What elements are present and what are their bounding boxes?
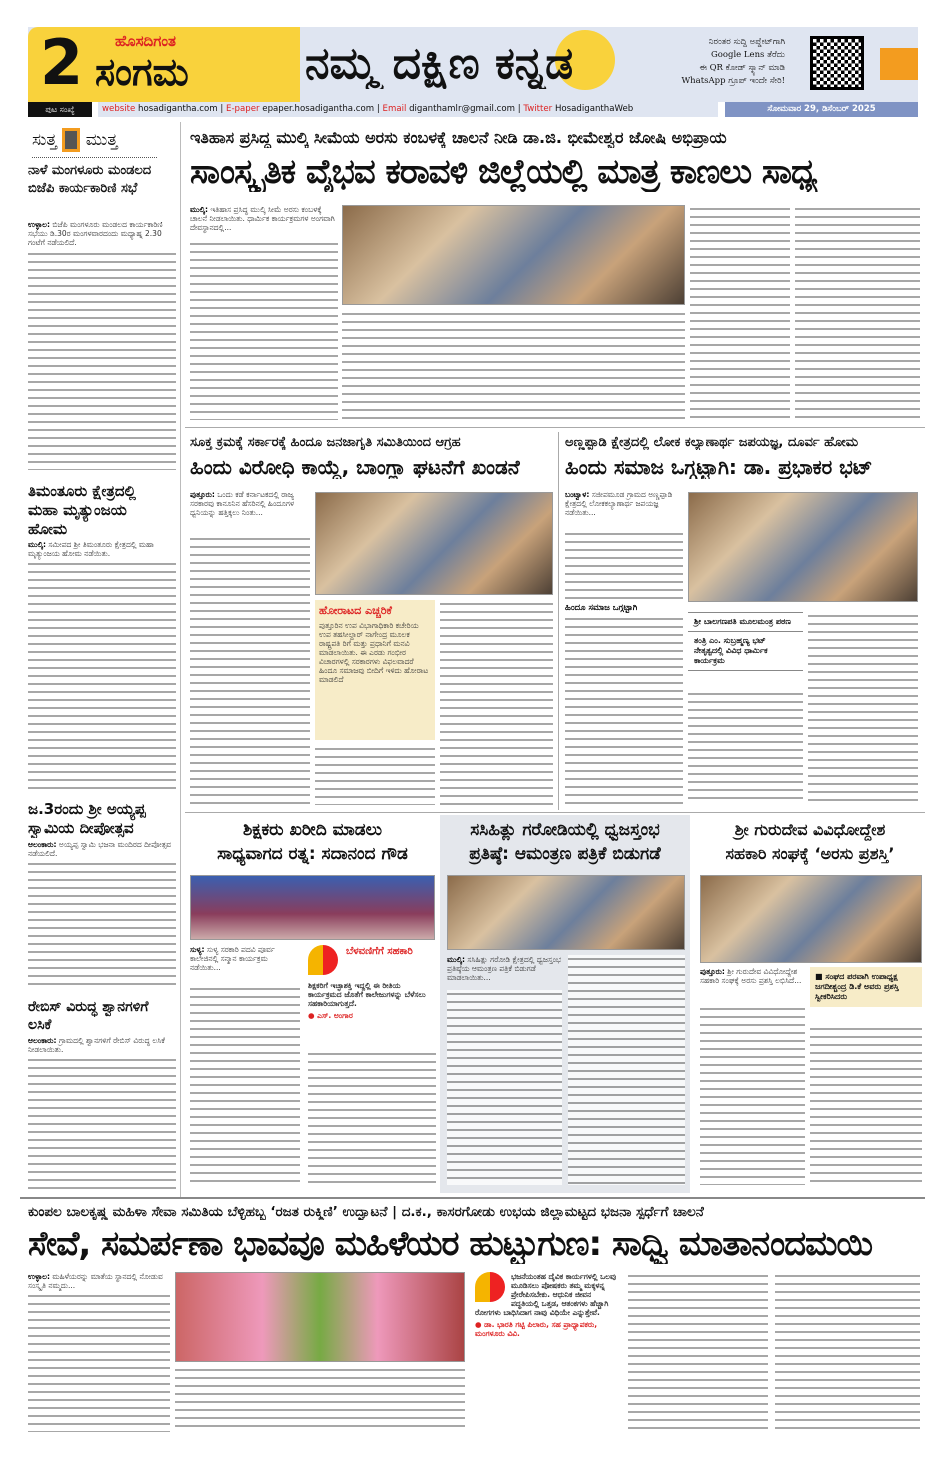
sidebar-body xyxy=(28,840,176,858)
section-title: ಸಂಗಮ xyxy=(95,50,189,94)
contact-links: website hosadigantha.com | E-paper epaper.hosadigantha.com | Email diganthamlr@gmail.com | Twitter HosadiganthaWeb xyxy=(98,102,718,117)
quote-icon xyxy=(308,945,338,975)
link-label: Email xyxy=(382,104,407,114)
lead-text: ಸಸಿಹಿತ್ಲು ಗರೋಡಿ ಕ್ಷೇತ್ರದಲ್ಲಿ ಧ್ವಜಸ್ತಂಭ ಪ್ರತಿಷ್ಠೆಯ ಆಮಂತ್ರಣ ಪತ್ರಿಕೆ ಬಿಡುಗಡೆ ಮಾಡಲಾಯಿತು... xyxy=(447,955,562,982)
logo-left-text: ಸುತ್ತ xyxy=(32,130,57,150)
quote-icon xyxy=(475,1272,505,1302)
story-text-lines xyxy=(700,1005,805,1185)
quote-author: ● ಡಾ. ಭಾರತಿ ಗಟ್ಟಿ ಪಿಲಾರು, ಸಹ ಪ್ರಾಧ್ಯಾಪಕರು, ಮಂಗಳೂರು ವಿವಿ. xyxy=(475,1320,598,1338)
sidebar-text-lines xyxy=(28,560,176,790)
sidebar-text-lines xyxy=(28,860,176,990)
quote-box xyxy=(308,945,436,1020)
lead-text: ಇತಿಹಾಸ ಪ್ರಸಿದ್ಧ ಮುಲ್ಕಿ ಸೀಮೆ ಅರಸು ಕಂಬಳಕ್ಕೆ ಚಾಲನೆ ನೀಡಲಾಯಿತು. ಧಾರ್ಮಿಕ ಕಾರ್ಯಕ್ರಮಗಳ ಅಂಗವಾಗಿ ದೇವಸ್ಥಾನದಲ್ಲಿ... xyxy=(190,205,335,232)
story-body xyxy=(190,490,310,517)
issue-date: ಸೋಮವಾರ 29, ಡಿಸೆಂಬರ್ 2025 xyxy=(725,102,918,117)
story-headline[interactable]: ಹಿಂದು ವಿರೋಧಿ ಕಾಯ್ದೆ, ಬಾಂಗ್ಲಾ ಘಟನೆಗೆ ಖಂಡನೆ xyxy=(190,455,520,479)
sidebar-headline[interactable]: ತಿಮಂತೂರು ಕ್ಷೇತ್ರದಲ್ಲಿ ಮಹಾ ಮೃತ್ಯುಂಜಯ ಹೋಮ xyxy=(28,482,136,538)
door-icon xyxy=(62,128,80,152)
lead-body xyxy=(190,205,338,232)
story-text-lines xyxy=(175,1366,465,1432)
bottom-kicker: ಕುಂಪಲ ಬಾಲಕೃಷ್ಣ ಮಹಿಳಾ ಸೇವಾ ಸಮಿತಿಯ ಬೆಳ್ಳಿಹಬ್ಬ ‘ರಜತ ರುಕ್ಮಿಣಿ’ ಉದ್ಘಾಟನೆ | ದ.ಕ., ಕಾಸರಗೋಡು ಉಭಯ ಜಿಲ್ಲಾಮಟ್ಟದ ಭಜನಾ ಸ್ಪರ್ಧೆಗೆ ಚಾಲನೆ xyxy=(28,1204,704,1220)
dateline: ಆಲಂಕಾರು: xyxy=(28,1036,57,1045)
story-body xyxy=(190,945,300,972)
qr-text-line: ನಿರಂತರ ಸುದ್ದಿ ಅಪ್ಡೇಟ್‌ಗಾಗಿ xyxy=(708,37,785,47)
dateline: ಬಂಟ್ವಾಳ: xyxy=(565,490,590,499)
qr-text-line: WhatsApp ಗ್ರೂಪ್ ಇಂದೇ ಸೇರಿ! xyxy=(681,76,785,86)
story-text-lines xyxy=(190,535,310,805)
headline-line: ಶ್ರೀ ಗುರುದೇವ ವಿವಿಧೋದ್ದೇಶ xyxy=(734,820,886,839)
quote-title: ಬೆಳವಣಿಗೆಗೆ ಸಹಕಾರಿ xyxy=(346,946,413,957)
lead-text: ಬಿಜೆಪಿ ಮಂಗಳೂರು ಮಂಡಲದ ಕಾರ್ಯಕಾರಿಣಿ ಸಭೆಯು ಡಿ.30ರ ಮಂಗಳವಾರದಂದು ಮಧ್ಯಾಹ್ನ 2.30 ಗಂಟೆಗೆ ನಡೆಯಲಿದೆ. xyxy=(28,220,163,247)
box-title: ಹೋರಾಟದ ಎಚ್ಚರಿಕೆ xyxy=(319,604,392,617)
author-name: ಡಾ. ಭಾರತಿ ಗಟ್ಟಿ ಪಿಲಾರು, ಸಹ ಪ್ರಾಧ್ಯಾಪಕರು, ಮಂಗಳೂರು ವಿವಿ. xyxy=(475,1320,598,1338)
lead-text: ಮಹಿಳೆಯರನ್ನು ಮಾತೆಯ ಸ್ಥಾನದಲ್ಲಿ ನೋಡುವ ಸಂಸ್ಕೃತಿ ನಮ್ಮದು... xyxy=(28,1272,163,1290)
story-headline[interactable] xyxy=(190,818,435,866)
story-body xyxy=(447,955,562,982)
lead-text: ಒಂದು ಕಡೆ ಕರ್ನಾಟಕದಲ್ಲಿ ರಾಜ್ಯ ಸರಕಾರವು ಕಾನೂನಿನ ಹೆಸರಿನಲ್ಲಿ ಹಿಂದೂಗಳ ಧ್ವನಿಯನ್ನು ಹತ್ತಿಕ್ಕಲು ನಿಂತು... xyxy=(190,490,295,517)
qr-text-line: ಈ QR ಕೋಡ್ ಸ್ಕ್ಯಾನ್ ಮಾಡಿ xyxy=(699,63,785,73)
author-name: ಎಸ್. ಅಂಗಾರ xyxy=(317,1011,353,1020)
lead-text: ಅಯ್ಯಪ್ಪ ಸ್ವಾಮಿ ಭಜನಾ ಮಂದಿರದ ದೀಪೋತ್ಸವ ನಡೆಯಲಿದೆ. xyxy=(28,840,172,858)
story-kicker: ಸೂಕ್ತ ಕ್ರಮಕ್ಕೆ ಸರ್ಕಾರಕ್ಕೆ ಹಿಂದೂ ಜನಜಾಗೃತಿ ಸಮಿತಿಯಿಂದ ಆಗ್ರಹ xyxy=(190,435,461,450)
dateline: ಆಲಂಕಾರು: xyxy=(28,840,57,849)
headline-line: ಸಹಕಾರಿ ಸಂಘಕ್ಕೆ ‘ಅರಸು ಪ್ರಶಸ್ತಿ’ xyxy=(725,844,895,863)
edition-title: ನಮ್ಮ ದಕ್ಷಿಣ ಕನ್ನಡ xyxy=(305,38,574,89)
qr-instructions xyxy=(660,36,785,88)
highlight-item: ತಂತ್ರಿ ಎಂ. ಸುಬ್ರಹ್ಮಣ್ಯ ಭಟ್ ನೇತೃತ್ವದಲ್ಲಿ ವಿವಿಧ ಧಾರ್ಮಿಕ ಕಾರ್ಯಕ್ರಮ xyxy=(688,632,803,671)
dateline: ಮುಲ್ಕಿ: xyxy=(447,955,466,964)
lead-text: ಶ್ರೀ ಗುರುದೇವ ವಿವಿಧೋದ್ದೇಶ ಸಹಕಾರಿ ಸಂಘಕ್ಕೆ ಅರಸು ಪ್ರಶಸ್ತಿ ಲಭಿಸಿದೆ... xyxy=(700,967,802,985)
story-text-lines xyxy=(565,530,683,600)
epaper-link[interactable]: epaper.hosadigantha.com xyxy=(262,104,375,114)
lead-text: ಸುಳ್ಯ ಸರಕಾರಿ ಪದವಿ ಪೂರ್ವ ಕಾಲೇಜಿನಲ್ಲಿ ಸನ್ಮಾನ ಕಾರ್ಯಕ್ರಮ ನಡೆಯಿತು... xyxy=(190,945,275,972)
story-photo[interactable] xyxy=(190,875,435,940)
story-body xyxy=(700,967,805,985)
headline-line: ಸಸಿಹಿತ್ಲು ಗರೋಡಿಯಲ್ಲಿ ಧ್ವಜಸ್ತಂಭ xyxy=(470,820,660,840)
lead-text: ಗ್ರಾಮದಲ್ಲಿ ಶ್ವಾನಗಳಿಗೆ ರೇಬಿಸ್ ವಿರುದ್ಧ ಲಸಿಕೆ ನೀಡಲಾಯಿತು. xyxy=(28,1036,165,1054)
bottom-quote xyxy=(475,1272,620,1338)
page-label: ಪುಟ ಸಂಖ್ಯೆ xyxy=(28,102,92,117)
award-box: ■ ಸಂಘದ ಪರವಾಗಿ ಉಪಾಧ್ಯಕ್ಷ ಜಗದೀಶ್ಚಂದ್ರ ಡಿ.ಕೆ ಅವರು ಪ್ರಶಸ್ತಿ ಸ್ವೀಕರಿಸಿದರು xyxy=(810,967,922,1007)
lead-text: ಸಜೀಪಮೂಡ ಗ್ರಾಮದ ಅಣ್ಣಪ್ಪಾಡಿ ಕ್ಷೇತ್ರದಲ್ಲಿ ಲೋಕಕಲ್ಯಾಣಾರ್ಥ ಜಪಯಜ್ಞ ನಡೆಯಿತು... xyxy=(565,490,673,517)
page-number: 2 xyxy=(40,28,84,98)
dateline: ಪುತ್ತೂರು: xyxy=(190,490,215,499)
story-text-lines xyxy=(688,690,803,805)
dateline: ಉಳ್ಳಾಲ: xyxy=(28,1272,50,1281)
lead-text-lines xyxy=(690,205,790,420)
story-text-lines xyxy=(628,1272,768,1432)
story-kicker: ಅಣ್ಣಪ್ಪಾಡಿ ಕ್ಷೇತ್ರದಲ್ಲಿ ಲೋಕ ಕಲ್ಯಾಣಾರ್ಥ ಜಪಯಜ್ಞ, ದೂರ್ವ ಹೋಮ xyxy=(565,435,859,450)
sidebar-text-lines xyxy=(28,1056,176,1191)
headline-line: ಶಿಕ್ಷಕರು ಖರೀದಿ ಮಾಡಲು xyxy=(242,820,383,840)
qr-text-line: Google Lens ತೆರೆದು xyxy=(710,50,785,60)
story-body xyxy=(565,490,683,517)
story-text-lines xyxy=(190,985,300,1185)
story-text-lines xyxy=(810,1025,922,1185)
link-label: website xyxy=(102,104,136,114)
orange-tab xyxy=(880,48,918,80)
dateline: ಮುಲ್ಕಿ: xyxy=(28,540,47,549)
headline-line: ಪ್ರತಿಷ್ಠೆ: ಆಮಂತ್ರಣ ಪತ್ರಿಕೆ ಬಿಡುಗಡೆ xyxy=(469,844,661,864)
lead-photo[interactable] xyxy=(342,205,685,305)
email-link[interactable]: diganthamlr@gmail.com xyxy=(409,104,516,114)
lead-text-lines xyxy=(190,240,338,420)
story-subhead: ಹಿಂದೂ ಸಮಾಜ ಒಗ್ಗಟ್ಟಾಗಿ xyxy=(565,603,638,613)
dateline: ಮುಲ್ಕಿ: xyxy=(190,205,209,214)
story-text-lines xyxy=(565,615,683,805)
lead-text-lines xyxy=(795,205,920,420)
sidebar-body xyxy=(28,220,176,247)
website-link[interactable]: hosadigantha.com xyxy=(138,104,218,114)
story-headline[interactable]: ಹಿಂದು ಸಮಾಜ ಒಗ್ಗಟ್ಟಾಗಿ: ಡಾ. ಪ್ರಭಾಕರ ಭಟ್ xyxy=(565,455,873,479)
lead-kicker: ಇತಿಹಾಸ ಪ್ರಸಿದ್ಧ ಮುಲ್ಕಿ ಸೀಮೆಯ ಅರಸು ಕಂಬಳಕ್ಕೆ ಚಾಲನೆ ನೀಡಿ ಡಾ.ಜಿ. ಭೀಮೇಶ್ವರ ಜೋಷಿ ಅಭಿಪ್ರಾಯ xyxy=(190,128,727,147)
story-text-lines xyxy=(440,600,553,805)
lead-text: ಸಮೀಪದ ಶ್ರೀ ತಿಮಂತೂರು ಕ್ಷೇತ್ರದಲ್ಲಿ ಮಹಾ ಮೃತ್ಯುಂಜಯ ಹೋಮ ನಡೆಯಿತು. xyxy=(28,540,154,558)
logo-right-text: ಮುತ್ತ xyxy=(85,130,118,150)
box-text: ಪುತ್ತೂರಿನ ಉಪ ವಿಭಾಗಾಧಿಕಾರಿ ಕಚೇರಿಯ ಉಪ ತಹಸೀಲ್ದಾರ್ ನಾಗೇಂದ್ರ ಮೂಲಕ ರಾಷ್ಟ್ರಪತಿ ರಿಗೆ ಮತ್ತು ಪ್ರಧಾನಿಗೆ ಮನವಿ ಮಾಡಲಾಯಿತು. ಈ ಎರಡು ಗಂಭೀರ ವಿಚಾರಗಳಲ್ಲಿ ಸರಕಾರಗಳು ವಿಫಲವಾದರೆ ಹಿಂದೂ ಸಮಾಜವು ಬೀದಿಗೆ ಇಳಿದು ಹೋರಾಟ ಮಾಡಲಿದೆ xyxy=(319,621,429,684)
story-text-lines xyxy=(315,745,435,805)
highlights-box xyxy=(688,612,803,671)
sidebar-body xyxy=(28,1036,176,1054)
story-text-lines xyxy=(775,1272,920,1432)
story-text-lines xyxy=(568,955,685,1185)
sidebar-headline[interactable]: ನಾಳೆ ಮಂಗಳೂರು ಮಂಡಲದ ಬಿಜೆಪಿ ಕಾರ್ಯಕಾರಿಣಿ ಸಭೆ xyxy=(28,163,152,196)
story-photo[interactable] xyxy=(688,492,918,602)
lead-headline[interactable]: ಸಾಂಸ್ಕೃತಿಕ ವೈಭವ ಕರಾವಳಿ ಜಿಲ್ಲೆಯಲ್ಲಿ ಮಾತ್ರ ಕಾಣಲು ಸಾಧ್ಯ xyxy=(190,152,817,192)
dateline: ಉಳ್ಳಾಲ: xyxy=(28,220,50,229)
sidebar-text-lines xyxy=(28,250,176,470)
sidebar-headline[interactable]: ಜ.3ರಂದು ಶ್ರೀ ಅಯ್ಯಪ್ಪ ಸ್ವಾಮಿಯ ದೀಪೋತ್ಸವ xyxy=(28,800,146,837)
story-photo[interactable] xyxy=(447,875,685,950)
quote-text: ಭಜನೆಯಂತಹ ದೈವಿಕ ಕಾರ್ಯಗಳಲ್ಲಿ ಒಲವು ಮೂಡಿಸಲು ಪೋಷಕರು ತಮ್ಮ ಮಕ್ಕಳನ್ನ ಪ್ರೇರೇಪಿಸಬೇಕು. ಆಧುನಿಕ ಜೀವನ ಪದ್ಧತಿಯಲ್ಲಿ ಒತ್ತಡ, ಆತಂಕಗಳು ಹೆಚ್ಚಾಗಿ ರೋಗಗಳು ಬಾಧಿಸಿದಾಗ ನಾವು ವಿಧಿಯೇ ಎನ್ನುತ್ತೇವೆ. xyxy=(475,1272,617,1317)
link-label: E-paper xyxy=(226,104,260,114)
dateline: ಪುತ್ತೂರು: xyxy=(700,967,725,976)
headline-line: ಸಾಧ್ಯವಾಗದ ರತ್ನ: ಸದಾನಂದ ಗೌಡ xyxy=(217,844,408,864)
quote-author: ● ಎಸ್. ಅಂಗಾರ xyxy=(308,1011,353,1020)
story-text-lines xyxy=(808,612,918,805)
story-text-lines xyxy=(447,990,562,1185)
sidebar-body xyxy=(28,540,176,558)
bottom-headline[interactable]: ಸೇವೆ, ಸಮರ್ಪಣಾ ಭಾವವೂ ಮಹಿಳೆಯರ ಹುಟ್ಟುಗುಣ: ಸಾಧ್ವಿ ಮಾತಾನಂದಮಯಿ xyxy=(28,1224,873,1264)
qr-code[interactable] xyxy=(810,36,864,90)
story-photo[interactable] xyxy=(315,492,553,595)
sidebar-logo xyxy=(32,128,157,158)
twitter-link[interactable]: HosadiganthaWeb xyxy=(554,104,634,114)
quote-text: ಶಿಕ್ಷಕರಿಗೆ ಇಚ್ಛಾಶಕ್ತಿ ಇದ್ದಲ್ಲಿ ಈ ರೀತಿಯ ಕಾರ್ಯಕ್ರಮದ ಜೊತೆಗೆ ಕಾಲೇಜುಗಳನ್ನು ಬೆಳೆಸಲು ಸಹಕಾರಿಯಾಗುತ್ತದೆ. xyxy=(308,981,426,1008)
lead-text-lines xyxy=(342,310,685,420)
story-headline[interactable] xyxy=(445,818,685,866)
bottom-photo[interactable] xyxy=(175,1272,465,1362)
highlight-item: ಶ್ರೀ ಬಾಲಗಣಪತಿ ಮೂಲಮಂತ್ರ ಪಠಣ xyxy=(688,612,803,632)
sidebar-headline[interactable]: ರೇಬಿಸ್ ವಿರುದ್ಧ ಶ್ವಾನಗಳಿಗೆ ಲಸಿಕೆ xyxy=(28,999,149,1033)
story-body xyxy=(28,1272,170,1290)
brand-logo: ಹೊಸದಿಗಂತ xyxy=(115,32,176,50)
story-headline[interactable] xyxy=(695,818,925,866)
protest-warning-box xyxy=(315,600,435,740)
story-photo[interactable] xyxy=(700,875,922,963)
link-label: Twitter xyxy=(523,104,553,114)
dateline: ಸುಳ್ಯ: xyxy=(190,945,205,954)
story-text-lines xyxy=(28,1292,170,1432)
story-text-lines xyxy=(308,1050,436,1185)
box-text: ಸಂಘದ ಪರವಾಗಿ ಉಪಾಧ್ಯಕ್ಷ ಜಗದೀಶ್ಚಂದ್ರ ಡಿ.ಕೆ ಅವರು ಪ್ರಶಸ್ತಿ ಸ್ವೀಕರಿಸಿದರು xyxy=(815,972,899,1001)
